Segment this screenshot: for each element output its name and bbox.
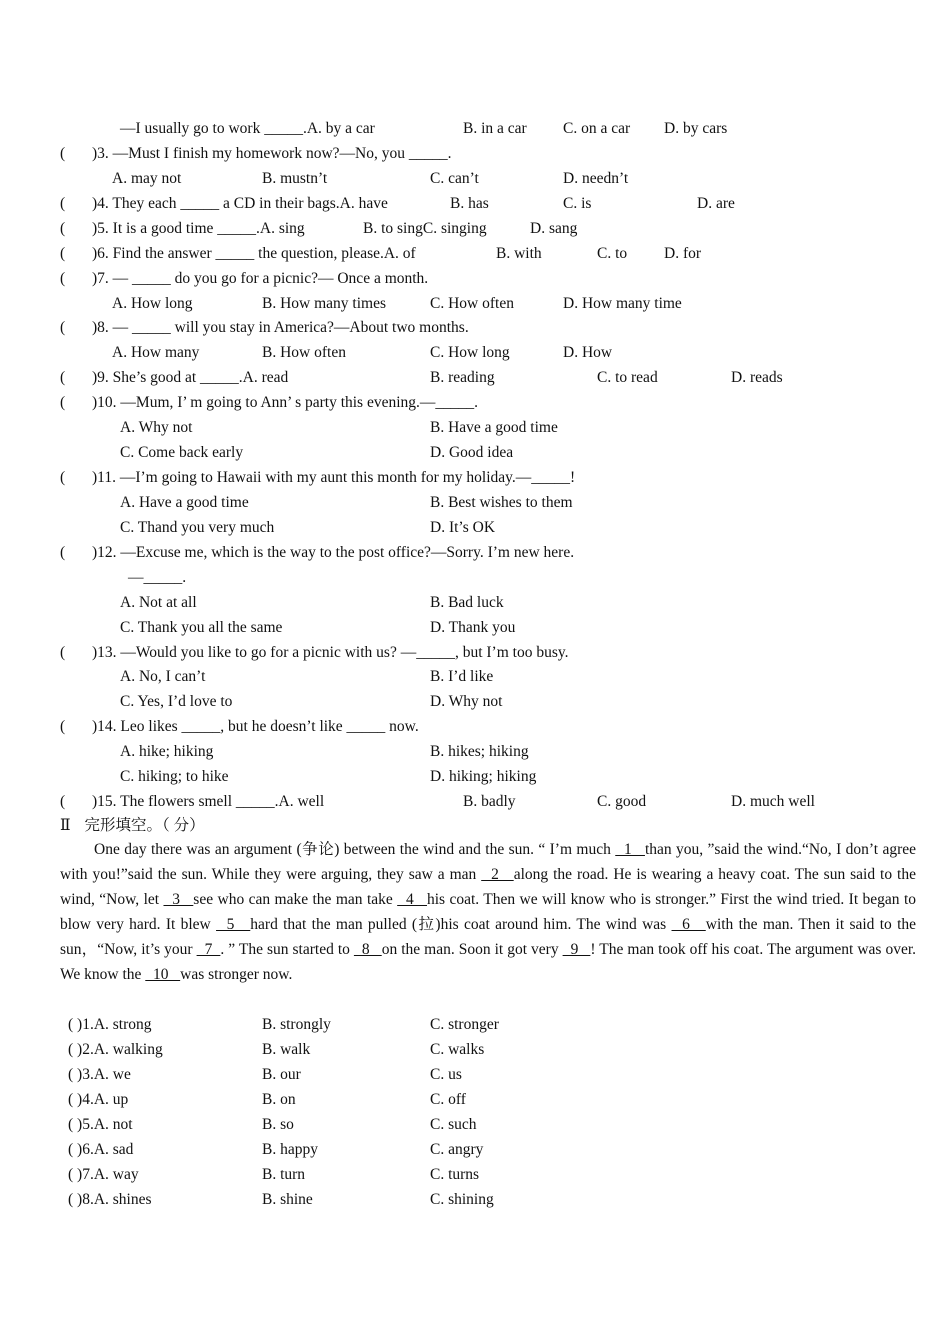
passage-text: with the man. Then it said to the sun，“Now, it’s your xyxy=(60,915,917,958)
option-text: B. to singC. singing xyxy=(363,219,487,237)
blank: 8 xyxy=(353,940,382,958)
cloze-option-b: B. strongly xyxy=(262,1016,331,1033)
cloze-option-a: ( )5.A. not xyxy=(68,1115,133,1133)
option-text: B. Have a good time xyxy=(430,419,558,437)
option-text: B. with xyxy=(496,244,542,262)
cloze-option-c: C. such xyxy=(430,1115,477,1133)
passage-text: than you, ”said the wind.“No, I don’t agree with you!”said the sun. While they were arguing, they saw a man xyxy=(60,841,916,883)
blank: 1 xyxy=(615,841,645,858)
question-text: )8. — _____ will you stay in America?—About two months. xyxy=(92,319,469,337)
question-text: )3. —Must I finish my homework now?—No, you _____. xyxy=(92,144,452,162)
blank: 9 xyxy=(562,940,591,958)
answer-bracket: ( xyxy=(60,269,66,287)
option-text: D. How many time xyxy=(563,294,682,312)
cloze-option-b: B. so xyxy=(262,1115,294,1133)
blank: 10 xyxy=(145,965,181,983)
option-text: D. needn’t xyxy=(563,169,629,187)
cloze-option-c: C. off xyxy=(430,1090,466,1108)
cloze-option-b: B. happy xyxy=(262,1140,318,1158)
question-text: —I usually go to work _____.A. by a car xyxy=(120,120,375,137)
cloze-option-c: C. shining xyxy=(430,1190,494,1208)
cloze-option-a: ( )1.A. strong xyxy=(68,1016,152,1033)
passage-text: see who can make the man take xyxy=(193,890,398,908)
blank: 5 xyxy=(216,915,251,933)
option-text: B. has xyxy=(450,194,489,212)
answer-bracket: ( xyxy=(60,469,66,487)
option-text: B. Best wishes to them xyxy=(430,493,573,511)
option-text: B. reading xyxy=(430,369,495,387)
cloze-option-a: ( )3.A. we xyxy=(68,1065,131,1083)
section-number: Ⅱ xyxy=(60,817,71,834)
question-text: )9. She’s good at _____.A. read xyxy=(92,369,289,387)
option-text: D. reads xyxy=(731,369,783,387)
cloze-option-c: C. angry xyxy=(430,1140,484,1158)
answer-bracket: ( xyxy=(60,718,66,736)
option-text: D. sang xyxy=(530,219,578,237)
option-text: A. How many xyxy=(112,344,200,362)
option-text: C. How long xyxy=(430,344,510,362)
question-text: )14. Leo likes _____, but he doesn’t like _____ now. xyxy=(92,718,419,736)
answer-bracket: ( xyxy=(60,319,66,337)
option-text: D. by cars xyxy=(664,120,728,137)
option-text: D. much well xyxy=(731,793,815,811)
question-text: )10. —Mum, I’ m going to Ann’ s party this evening.—_____. xyxy=(92,394,479,412)
option-text: C. is xyxy=(563,194,592,212)
question-text: )6. Find the answer _____ the question, please.A. of xyxy=(92,244,416,262)
option-text: B. Bad luck xyxy=(430,593,504,611)
question-text: B. in a car xyxy=(463,120,527,137)
passage-text: his coat. Then we will know who is stronger.” First the wind tried. It began to blow very hard. It blew xyxy=(60,890,917,933)
cloze-option-a: ( )7.A. way xyxy=(68,1165,139,1183)
passage-text: on the man. Soon it got very xyxy=(381,940,563,958)
passage-text: was stronger now. xyxy=(180,965,293,983)
cloze-option-a: ( )8.A. shines xyxy=(68,1190,152,1208)
blank: 6 xyxy=(671,915,706,933)
option-text: D. hiking; hiking xyxy=(430,768,537,786)
answer-bracket: ( xyxy=(60,793,66,811)
option-text: A. Not at all xyxy=(120,593,197,611)
option-text: B. I’d like xyxy=(430,668,494,686)
answer-bracket: ( xyxy=(60,194,66,212)
option-text: C. can’t xyxy=(430,169,479,187)
cloze-option-b: B. shine xyxy=(262,1190,313,1208)
option-text: B. badly xyxy=(463,793,516,811)
option-text: C. How often xyxy=(430,294,514,312)
option-text: D. Why not xyxy=(430,693,503,711)
question-text: )12. —Excuse me, which is the way to the post office?—Sorry. I’m new here. xyxy=(92,543,575,561)
answer-bracket: ( xyxy=(60,394,66,412)
blank: 4 xyxy=(397,890,427,908)
question-text: )5. It is a good time _____.A. sing xyxy=(92,219,305,237)
cloze-option-c: C. stronger xyxy=(430,1016,499,1033)
passage-text: One day there was an argument (争论) between the wind and the sun. “ I’m much xyxy=(94,841,616,858)
option-text: C. to xyxy=(597,244,628,262)
passage-text: along the road. He is wearing a heavy coat. The sun said to the wind, “Now, let xyxy=(60,865,916,908)
option-text: C. Thand you very much xyxy=(120,518,275,536)
option-text: D. How xyxy=(563,344,613,362)
cloze-option-b: B. walk xyxy=(262,1040,311,1058)
answer-bracket: ( xyxy=(60,144,66,162)
option-text: C. to read xyxy=(597,369,658,387)
option-text: D. for xyxy=(664,244,702,262)
question-text: )7. — _____ do you go for a picnic?— Once a month. xyxy=(92,269,429,287)
section-heading xyxy=(60,815,205,837)
question-text: )4. They each _____ a CD in their bags.A. have xyxy=(92,194,388,212)
option-text: C. good xyxy=(597,793,647,811)
option-text: A. No, I can’t xyxy=(120,668,206,686)
cloze-option-a: ( )6.A. sad xyxy=(68,1140,134,1158)
question-text: )13. —Would you like to go for a picnic with us? —_____, but I’m too busy. xyxy=(92,643,569,661)
cloze-option-b: B. turn xyxy=(262,1165,306,1183)
option-text: D. Thank you xyxy=(430,618,516,636)
section-title: 完形填空。（ 分） xyxy=(84,817,205,834)
option-text: B. hikes; hiking xyxy=(430,743,529,761)
cloze-option-a: ( )2.A. walking xyxy=(68,1040,163,1058)
cloze-option-c: C. us xyxy=(430,1065,462,1083)
question-text: )15. The flowers smell _____.A. well xyxy=(92,793,325,811)
blank: 7 xyxy=(196,940,221,958)
answer-bracket: ( xyxy=(60,543,66,561)
question-text: )11. —I’m going to Hawaii with my aunt this month for my holiday.—_____! xyxy=(92,469,576,487)
answer-bracket: ( xyxy=(60,244,66,262)
option-text: D. Good idea xyxy=(430,444,514,462)
option-text: A. Why not xyxy=(120,419,193,437)
answer-bracket: ( xyxy=(60,643,66,661)
option-text: A. hike; hiking xyxy=(120,743,214,761)
option-text: B. How often xyxy=(262,344,346,362)
answer-bracket: ( xyxy=(60,219,66,237)
option-text: A. may not xyxy=(112,169,182,187)
option-text: C. hiking; to hike xyxy=(120,768,229,786)
passage-text: hard that the man pulled (拉)his coat around him. The wind was xyxy=(250,915,672,933)
option-text: B. mustn’t xyxy=(262,169,328,187)
option-text: C. Come back early xyxy=(120,444,244,462)
cloze-option-b: B. on xyxy=(262,1090,296,1108)
option-text: C. Yes, I’d love to xyxy=(120,693,233,711)
option-text: C. Thank you all the same xyxy=(120,618,283,636)
option-text: —_____. xyxy=(128,568,187,586)
passage-text: ! The man took off his coat. The argument was over. We know the xyxy=(60,940,917,983)
cloze-passage xyxy=(60,838,916,987)
cloze-option-a: ( )4.A. up xyxy=(68,1090,129,1108)
cloze-option-c: C. walks xyxy=(430,1040,485,1058)
passage-text: . ” The sun started to xyxy=(220,940,354,958)
option-text: D. It’s OK xyxy=(430,518,496,536)
option-text: A. Have a good time xyxy=(120,493,249,511)
cloze-option-b: B. our xyxy=(262,1065,301,1083)
blank: 2 xyxy=(481,865,514,883)
option-text: D. are xyxy=(697,194,735,212)
option-text: A. How long xyxy=(112,294,193,312)
answer-bracket: ( xyxy=(60,369,66,387)
cloze-option-c: C. turns xyxy=(430,1165,480,1183)
option-text: B. How many times xyxy=(262,294,386,312)
blank: 3 xyxy=(163,890,194,908)
option-text: C. on a car xyxy=(563,120,631,137)
